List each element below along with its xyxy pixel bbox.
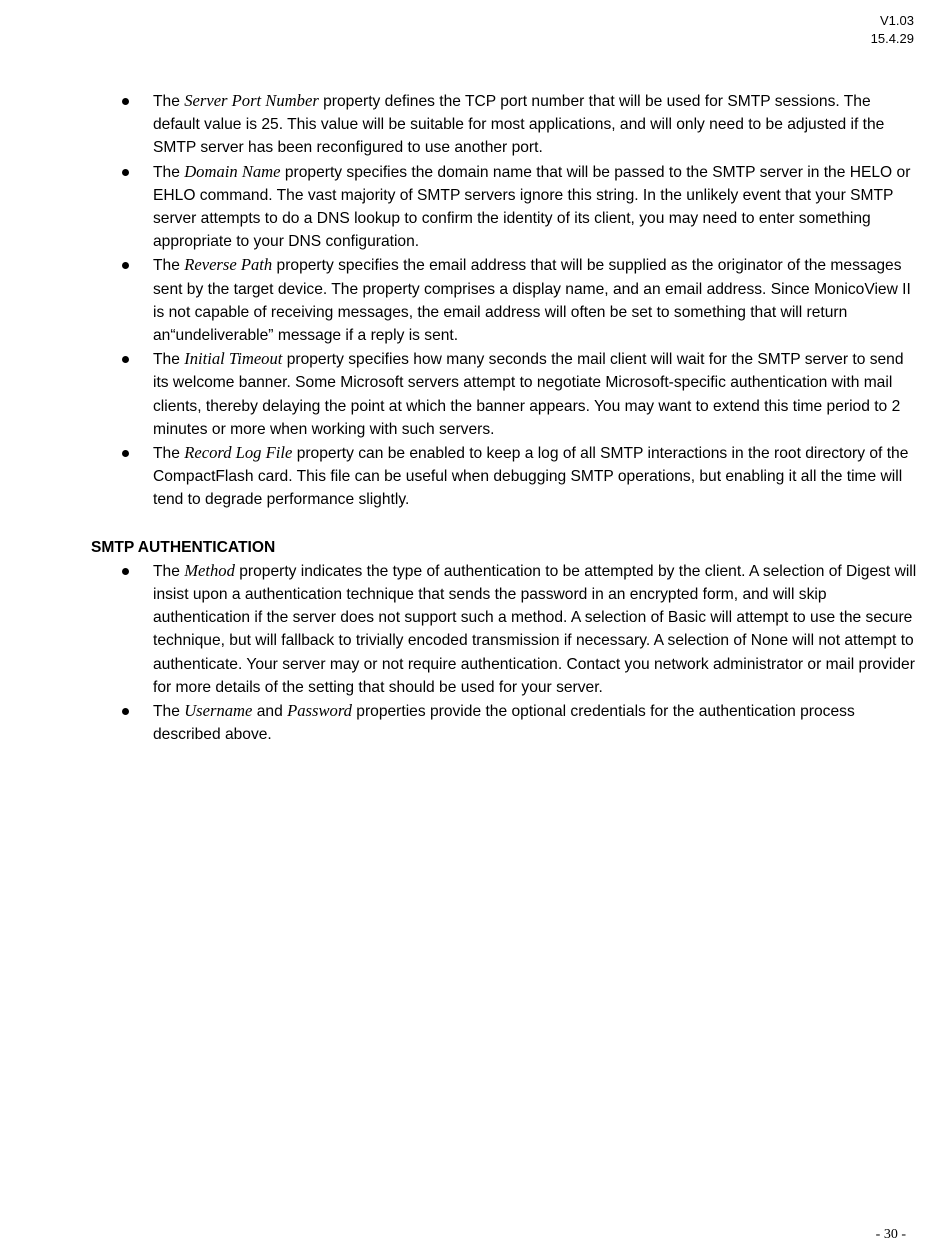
list-item-domain-name: The Domain Name property specifies the domain name that will be passed to the SMTP server in the HELO or EHLO command. The vast majority of SMTP servers ignore this string. In the unlikely event that your SMTP server attempts to do a DNS lookup to confirm the identity of its client, you may need to enter something appropriate to your DNS configuration.	[91, 160, 919, 254]
property-name: Reverse Path	[184, 255, 273, 275]
property-name: Username	[184, 701, 253, 721]
property-name: Record Log File	[184, 443, 293, 463]
bullet-icon	[122, 708, 129, 715]
bullet-icon	[122, 262, 129, 269]
list-item-record-log-file: The Record Log File property can be enabled to keep a log of all SMTP interactions in the root directory of the CompactFlash card. This file can be useful when debugging SMTP operations, but enabling it all the time will tend to degrade performance slightly.	[91, 441, 919, 512]
list-item-server-port-number: The Server Port Number property defines the TCP port number that will be used for SMTP sessions. The default value is 25. This value will be suitable for most applications, and will only need to be adjusted if the SMTP server has been reconfigured to use another port.	[91, 89, 919, 160]
version-header	[871, 12, 914, 48]
document-body	[91, 89, 919, 746]
section-heading-smtp-authentication: SMTP AUTHENTICATION	[91, 538, 276, 556]
list-item-method: The Method property indicates the type of authentication to be attempted by the client. A selection of Digest will insist upon a authentication technique that sends the password in an encrypted form, and will skip authentication if the server does not support such a method. A selection of Basic will attempt to use the secure technique, but will fallback to trivially encoded transmission if necessary. A selection of None will not attempt to authenticate. Your server may or not require authentication. Contact you network administrator or mail provider for more details of the setting that should be used for your server.	[91, 559, 919, 699]
property-name: Initial Timeout	[184, 349, 283, 369]
property-name: Domain Name	[184, 161, 281, 181]
page-number: - 30 -	[875, 1227, 906, 1242]
smtp-authentication-property-list	[91, 559, 919, 747]
property-name: Password	[287, 701, 352, 721]
version-date: 15.4.29	[870, 31, 914, 46]
property-name: Method	[184, 560, 235, 580]
version-number: V1.03	[880, 13, 914, 28]
list-item-initial-timeout: The Initial Timeout property specifies how many seconds the mail client will wait for the SMTP server to send its welcome banner. Some Microsoft servers attempt to negotiate Microsoft-specific authentication with mail clients, thereby delaying the point at which the banner appears. You may want to extend this time period to 2 minutes or more when working with such servers.	[91, 347, 919, 441]
bullet-icon	[122, 98, 129, 105]
bullet-icon	[122, 169, 129, 176]
smtp-server-property-list	[91, 89, 919, 512]
list-item-reverse-path: The Reverse Path property specifies the email address that will be supplied as the originator of the messages sent by the target device. The property comprises a display name, and an email address. Since MonicoView II is not capable of receiving messages, the email address will often be set to something that will return an“undeliverable” message if a reply is sent.	[91, 253, 919, 347]
bullet-icon	[122, 450, 129, 457]
bullet-icon	[122, 568, 129, 575]
bullet-icon	[122, 356, 129, 363]
property-name: Server Port Number	[184, 91, 319, 110]
list-item-username-password: The Username and Password properties provide the optional credentials for the authentication process described above.	[91, 699, 919, 746]
